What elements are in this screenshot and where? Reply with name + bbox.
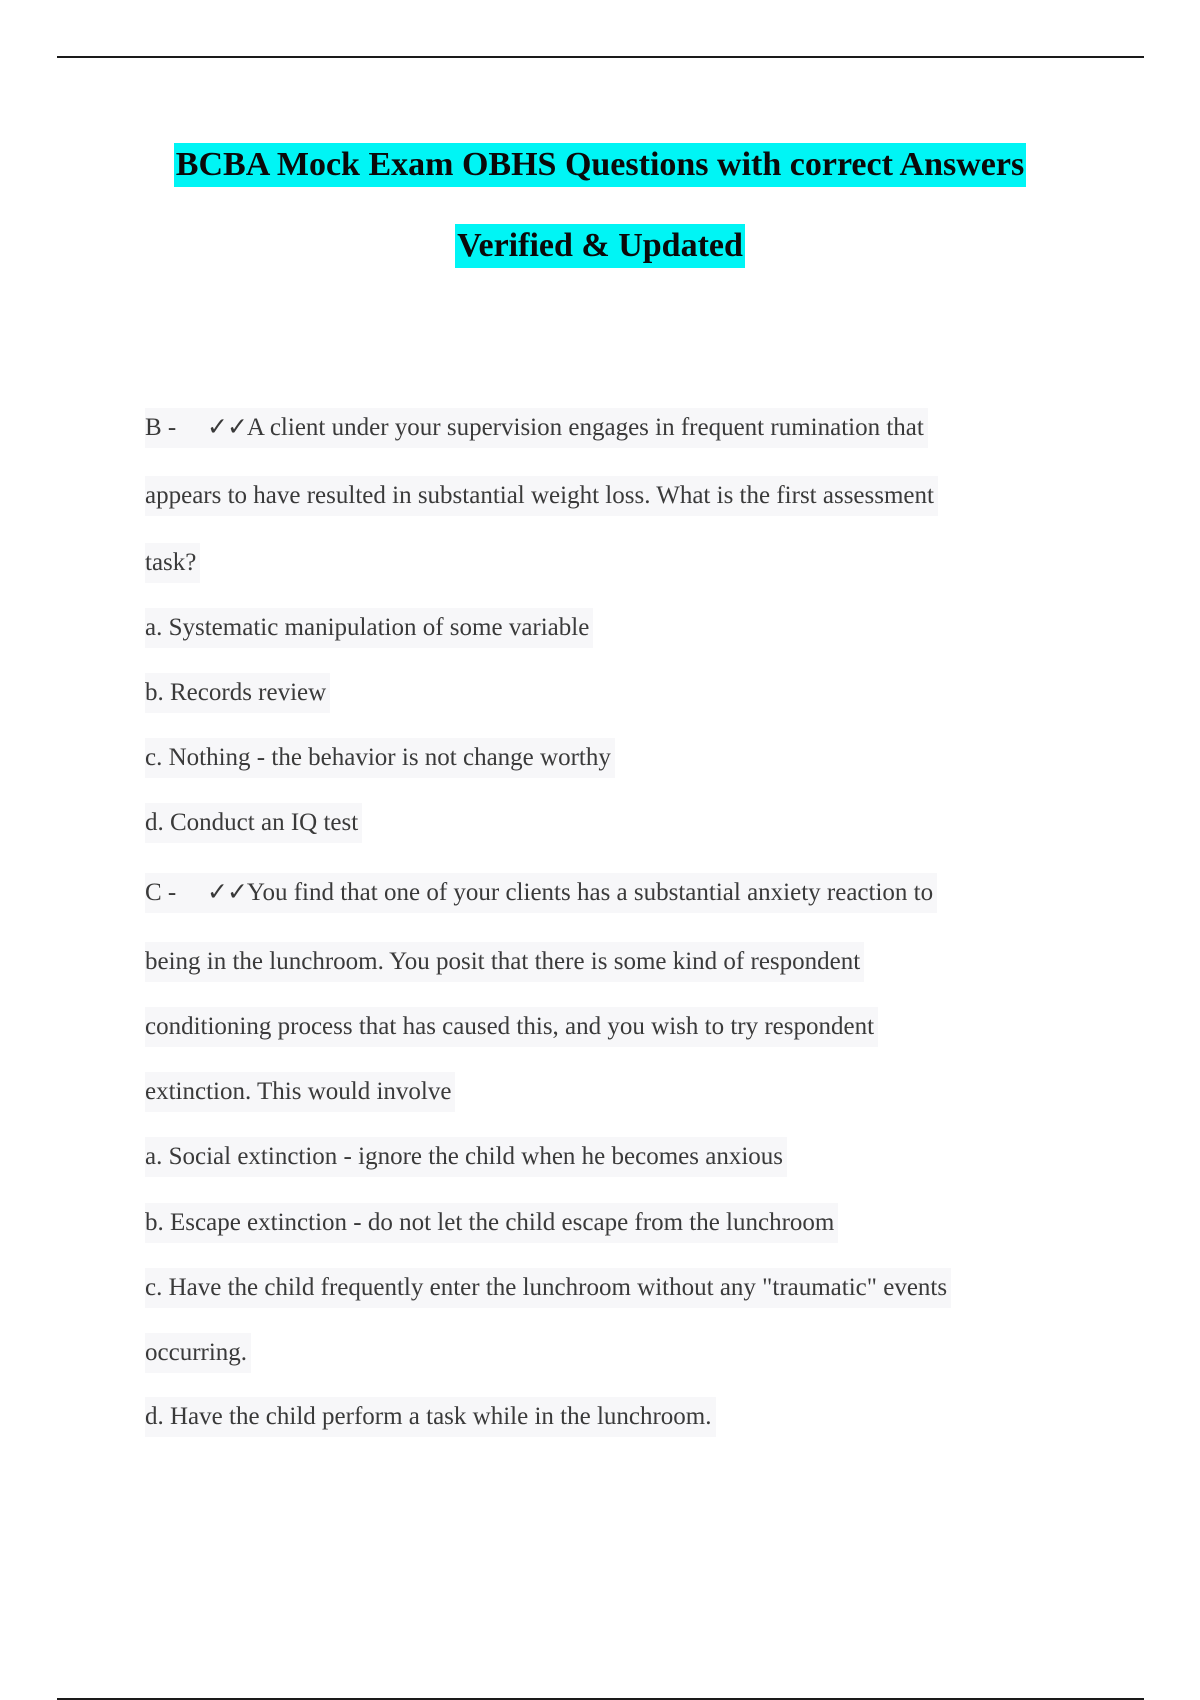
header-rule <box>57 56 1144 58</box>
option-item: a. Social extinction - ignore the child when he becomes anxious <box>145 1137 787 1177</box>
question-2-line: extinction. This would involve <box>145 1072 455 1112</box>
option-item: d. Have the child perform a task while in the lunchroom. <box>145 1397 716 1437</box>
title-line-2: Verified & Updated <box>455 224 745 268</box>
document-title <box>0 140 1200 308</box>
checkmark-icon: ✓✓ <box>207 879 247 906</box>
checkmark-icon: ✓✓ <box>207 414 247 441</box>
question-1-text: A client under your supervision engages in frequent rumination that <box>246 414 924 441</box>
question-1-line: task? <box>145 543 200 583</box>
question-2-first-line <box>145 873 937 913</box>
option-item: occurring. <box>145 1333 251 1373</box>
title-line-1: BCBA Mock Exam OBHS Questions with correct Answers <box>174 143 1026 187</box>
answer-key-q1: B - <box>145 414 177 441</box>
option-item: b. Records review <box>145 673 330 713</box>
answer-key-q2: C - <box>145 879 177 906</box>
option-item: a. Systematic manipulation of some variable <box>145 608 593 648</box>
question-2-text: You find that one of your clients has a substantial anxiety reaction to <box>246 879 934 906</box>
option-item: c. Nothing - the behavior is not change worthy <box>145 738 615 778</box>
question-2-line: being in the lunchroom. You posit that there is some kind of respondent <box>145 942 864 982</box>
question-2-line: conditioning process that has caused this, and you wish to try respondent <box>145 1007 878 1047</box>
option-item: d. Conduct an IQ test <box>145 803 362 843</box>
question-1-first-line <box>145 408 928 448</box>
option-item: b. Escape extinction - do not let the child escape from the lunchroom <box>145 1203 838 1243</box>
option-item: c. Have the child frequently enter the lunchroom without any "traumatic" events <box>145 1268 951 1308</box>
question-1-line: appears to have resulted in substantial weight loss. What is the first assessment <box>145 476 938 516</box>
